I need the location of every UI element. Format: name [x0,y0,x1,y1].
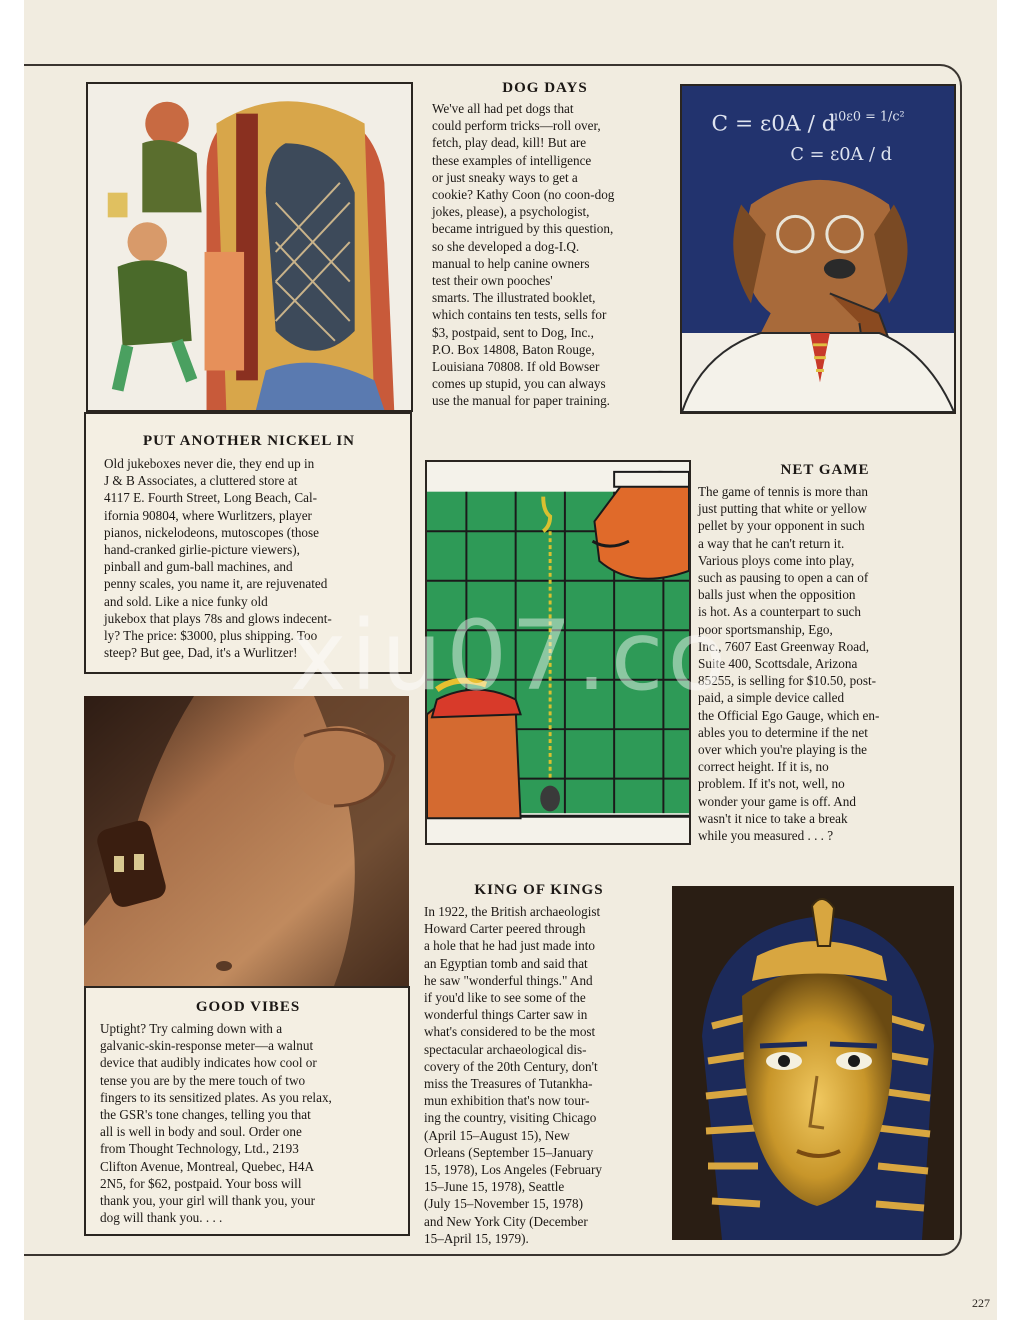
text-line: a hole that he had just made into [424,938,596,954]
text-line: galvanic-skin-response meter—a walnut [100,1038,314,1054]
text-line: ly? The price: $3000, plus shipping. Too [104,628,318,644]
text-line: We've all had pet dogs that [432,101,574,116]
text-line: fingers to its sensitized plates. As you relax, [100,1089,332,1105]
dog-days-body [432,100,664,410]
text-line: mun exhibition that's now tour- [424,1093,590,1109]
text-line: while you measured . . . ? [698,828,834,844]
text-line: jokes, please), a psychologist, [432,204,590,220]
text-line: from Thought Technology, Ltd., 2193 [100,1141,299,1157]
text-line: Suite 400, Scottsdale, Arizona [698,656,858,672]
text-line: cookie? Kathy Coon (no coon-dog [432,187,615,203]
text-line: 85255, is selling for $10.50, post- [698,673,877,689]
text-line: Louisiana 70808. If old Bowser [432,359,600,375]
text-line: which contains ten tests, sells for [432,307,607,323]
net-game-title: NET GAME [780,462,870,478]
text-line: Uptight? Try calming down with a [100,1021,283,1036]
text-line: ifornia 90804, where Wurlitzers, player [104,507,312,523]
text-line: Inc., 7607 East Greenway Road, [698,638,870,654]
text-line: miss the Treasures of Tutankha- [424,1076,593,1092]
text-line: Various ploys come into play, [698,552,855,568]
text-line: thank you, your girl will thank you, your [100,1193,316,1209]
text-line: or just sneaky ways to get a [432,169,578,185]
text-line: covery of the 20th Century, don't [424,1058,598,1074]
watermark: xiu07.co [289,600,731,712]
text-line: wonder your game is off. And [698,793,856,809]
good-vibes-body [100,1020,404,1226]
text-line: if you'd like to see some of the [424,990,586,1006]
text-line: ables you to determine if the net [698,724,868,740]
text-line: steep? But gee, Dad, it's a Wurlitzer! [104,645,298,661]
text-line: device that audibly indicates how cool or [100,1055,317,1071]
text-line: dog will thank you. . . . [100,1210,223,1226]
text-line: problem. If it's not, well, no [698,776,845,792]
nickel-title: PUT ANOTHER NICKEL IN [142,433,355,449]
text-line: and New York City (December [424,1213,588,1229]
text-line: test their own pooches' [432,273,553,289]
text-line: The game of tennis is more than [698,484,868,499]
text-line: tense you are by the mere touch of two [100,1072,306,1088]
text-line: wonderful things Carter saw in [424,1007,588,1023]
good-vibes-title: GOOD VIBES [195,999,301,1015]
text-line: these examples of intelligence [432,152,592,168]
king-of-kings-title: KING OF KINGS [474,882,604,898]
text-line: smarts. The illustrated booklet, [432,290,596,306]
text-line: a way that he can't return it. [698,535,845,551]
text-line: Howard Carter peered through [424,921,586,937]
text-line: In 1922, the British archaeologist [424,904,601,919]
text-line: manual to help canine owners [432,255,590,271]
text-line: penny scales, you name it, are rejuvenated [104,576,328,592]
equation-text: C = ε0A / d [790,145,892,166]
text-line: 15–June 15, 1978), Seattle [424,1179,565,1195]
text-line: balls just when the opposition [698,587,856,603]
text-line: over which you're playing is the [698,742,868,758]
text-line: fetch, play dead, kill! But are [432,135,587,151]
text-line: 15–April 15, 1979). [424,1230,529,1246]
text-line: 4117 E. Fourth Street, Long Beach, Cal- [104,490,318,506]
text-line: paid, a simple device called [698,690,845,706]
text-line: ing the country, visiting Chicago [424,1110,597,1126]
text-line: such as pausing to open a can of [698,570,869,586]
text-line: an Egyptian tomb and said that [424,955,588,971]
text-line: so she developed a dog-I.Q. [432,238,580,254]
text-line: jukebox that plays 78s and glows indecent- [104,610,332,626]
text-line: he saw "wonderful things." And [424,972,593,988]
text-line: P.O. Box 14808, Baton Rouge, [432,341,595,357]
text-line: and sold. Like a nice funky old [104,593,268,609]
text-line: the GSR's tone changes, telling you that [100,1107,311,1123]
text-line: (July 15–November 15, 1978) [424,1196,583,1212]
text-line: (April 15–August 15), New [424,1127,570,1143]
text-line: could perform tricks—roll over, [432,118,601,134]
text-line: spectacular archaeological dis- [424,1041,587,1057]
page-number: 227 [972,1296,990,1310]
text-line: correct height. If it is, no [698,759,829,775]
text-line: pellet by your opponent in such [698,518,865,534]
equation-text: μ0ε0 = 1/c² [829,109,905,125]
text-line: Old jukeboxes never die, they end up in [104,456,315,471]
text-line: $3, postpaid, sent to Dog, Inc., [432,324,594,340]
text-line: J & B Associates, a cluttered store at [104,473,298,489]
dog-professor-illustration [680,84,956,414]
king-of-kings-body [424,903,660,1247]
jukebox-illustration [86,82,413,412]
tutankhamun-mask-photo [672,886,954,1240]
text-line: 15, 1978), Los Angeles (February [424,1162,602,1178]
text-line: poor sportsmanship, Ego, [698,621,833,637]
text-line: hand-cranked girlie-picture viewers), [104,542,300,558]
text-line: use the manual for paper training. [432,393,610,409]
text-line: wasn't it nice to take a break [698,810,848,826]
text-line: Orleans (September 15–January [424,1144,594,1160]
text-line: Clifton Avenue, Montreal, Quebec, H4A [100,1158,314,1174]
equation-text: C = ε0A / d [711,111,836,137]
text-line: is hot. As a counterpart to such [698,604,861,620]
text-line: pianos, nickelodeons, mutoscopes (those [104,524,319,540]
text-line: became intrigued by this question, [432,221,614,237]
text-line: what's considered to be the most [424,1024,596,1040]
text-line: just putting that white or yellow [698,501,867,517]
text-line: the Official Ego Gauge, which en- [698,707,880,723]
text-line: pinball and gum-ball machines, and [104,559,293,575]
text-line: comes up stupid, you can always [432,376,606,392]
gsr-meter-photo [84,696,409,986]
text-line: all is well in body and soul. Order one [100,1124,302,1140]
dog-days-title: DOG DAYS [502,80,588,96]
text-line: 2N5, for $62, postpaid. Your boss will [100,1175,302,1191]
